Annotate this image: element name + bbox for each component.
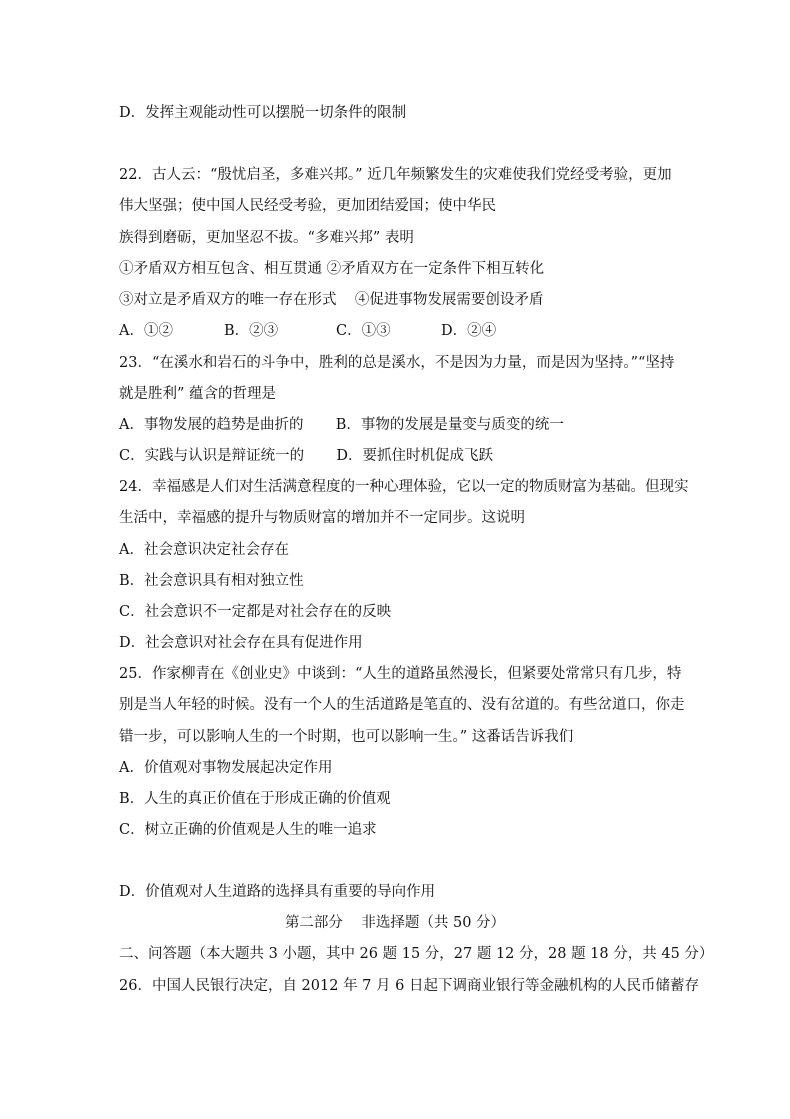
question-22-statements-1: ①矛盾双方相互包含、相互贯通 ②矛盾双方在一定条件下相互转化 <box>119 261 545 277</box>
question-24-option-c: C．社会意识不一定都是对社会存在的反映 <box>119 604 392 620</box>
option-c: C．①③ <box>336 323 391 339</box>
question-23-line-1: 23．“在溪水和岩石的斗争中，胜利的总是溪水，不是因为力量，而是因为坚持。”“坚持 <box>119 355 675 371</box>
question-22-line-3: 族得到磨砺，更加坚忍不拔。“多难兴邦” 表明 <box>119 230 414 246</box>
question-25-line-3: 错一步，可以影响人生的一个时期，也可以影响一生。” 这番话告诉我们 <box>119 729 574 745</box>
question-22-line-2: 伟大坚强；使中国人民经受考验，更加团结爱国；使中华民 <box>119 198 496 214</box>
question-23-options-ab: A．事物发展的趋势是曲折的 B．事物的发展是量变与质变的统一 <box>119 417 564 433</box>
question-22-line-1: 22．古人云：“殷忧启圣，多难兴邦。” 近几年频繁发生的灾难使我们党经受考验，更加 <box>119 167 672 183</box>
question-24-option-b: B．社会意识具有相对独立性 <box>119 573 304 589</box>
section-two-heading: 二、问答题（本大题共 3 小题，其中 26 题 15 分，27 题 12 分，28 题 18 分，共 45 分） <box>119 946 714 962</box>
question-24-line-1: 24．幸福感是人们对生活满意程度的一种心理体验，它以一定的物质财富为基础。但现实 <box>119 479 689 495</box>
part-two-heading: 第二部分 非选择题（共 50 分） <box>284 915 506 931</box>
question-25-option-d: D．价值观对人生道路的选择具有重要的导向作用 <box>119 884 436 900</box>
question-25-option-c: C．树立正确的价值观是人生的唯一追求 <box>119 822 377 838</box>
option-b: B．②③ <box>224 323 279 339</box>
question-23-options-cd: C．实践与认识是辩证统一的 D．要抓住时机促成飞跃 <box>119 448 493 464</box>
option-d-q21: D．发挥主观能动性可以摆脱一切条件的限制 <box>119 105 407 121</box>
option-a: A．①② <box>119 323 173 339</box>
question-24-option-d: D．社会意识对社会存在具有促进作用 <box>119 635 363 651</box>
question-22-statements-2: ③对立是矛盾双方的唯一存在形式 ④促进事物发展需要创设矛盾 <box>119 292 544 308</box>
question-23-line-2: 就是胜利” 蕴含的哲理是 <box>119 386 277 402</box>
option-d: D．②④ <box>441 323 497 339</box>
question-25-line-1: 25．作家柳青在《创业史》中谈到：“人生的道路虽然漫长，但紧要处常常只有几步，特 <box>119 666 682 682</box>
question-25-line-2: 别是当人年轻的时候。没有一个人的生活道路是笔直的、没有岔道的。有些岔道口，你走 <box>119 697 685 713</box>
question-25-option-a: A．价值观对事物发展起决定作用 <box>119 760 333 776</box>
question-25-option-b: B．人生的真正价值在于形成正确的价值观 <box>119 791 391 807</box>
question-24-line-2: 生活中，幸福感的提升与物质财富的增加并不一定同步。这说明 <box>119 510 525 526</box>
question-24-option-a: A．社会意识决定社会存在 <box>119 542 289 558</box>
question-26-line-1: 26．中国人民银行决定，自 2012 年 7 月 6 日起下调商业银行等金融机构的人民币储蓄存 <box>119 978 699 994</box>
